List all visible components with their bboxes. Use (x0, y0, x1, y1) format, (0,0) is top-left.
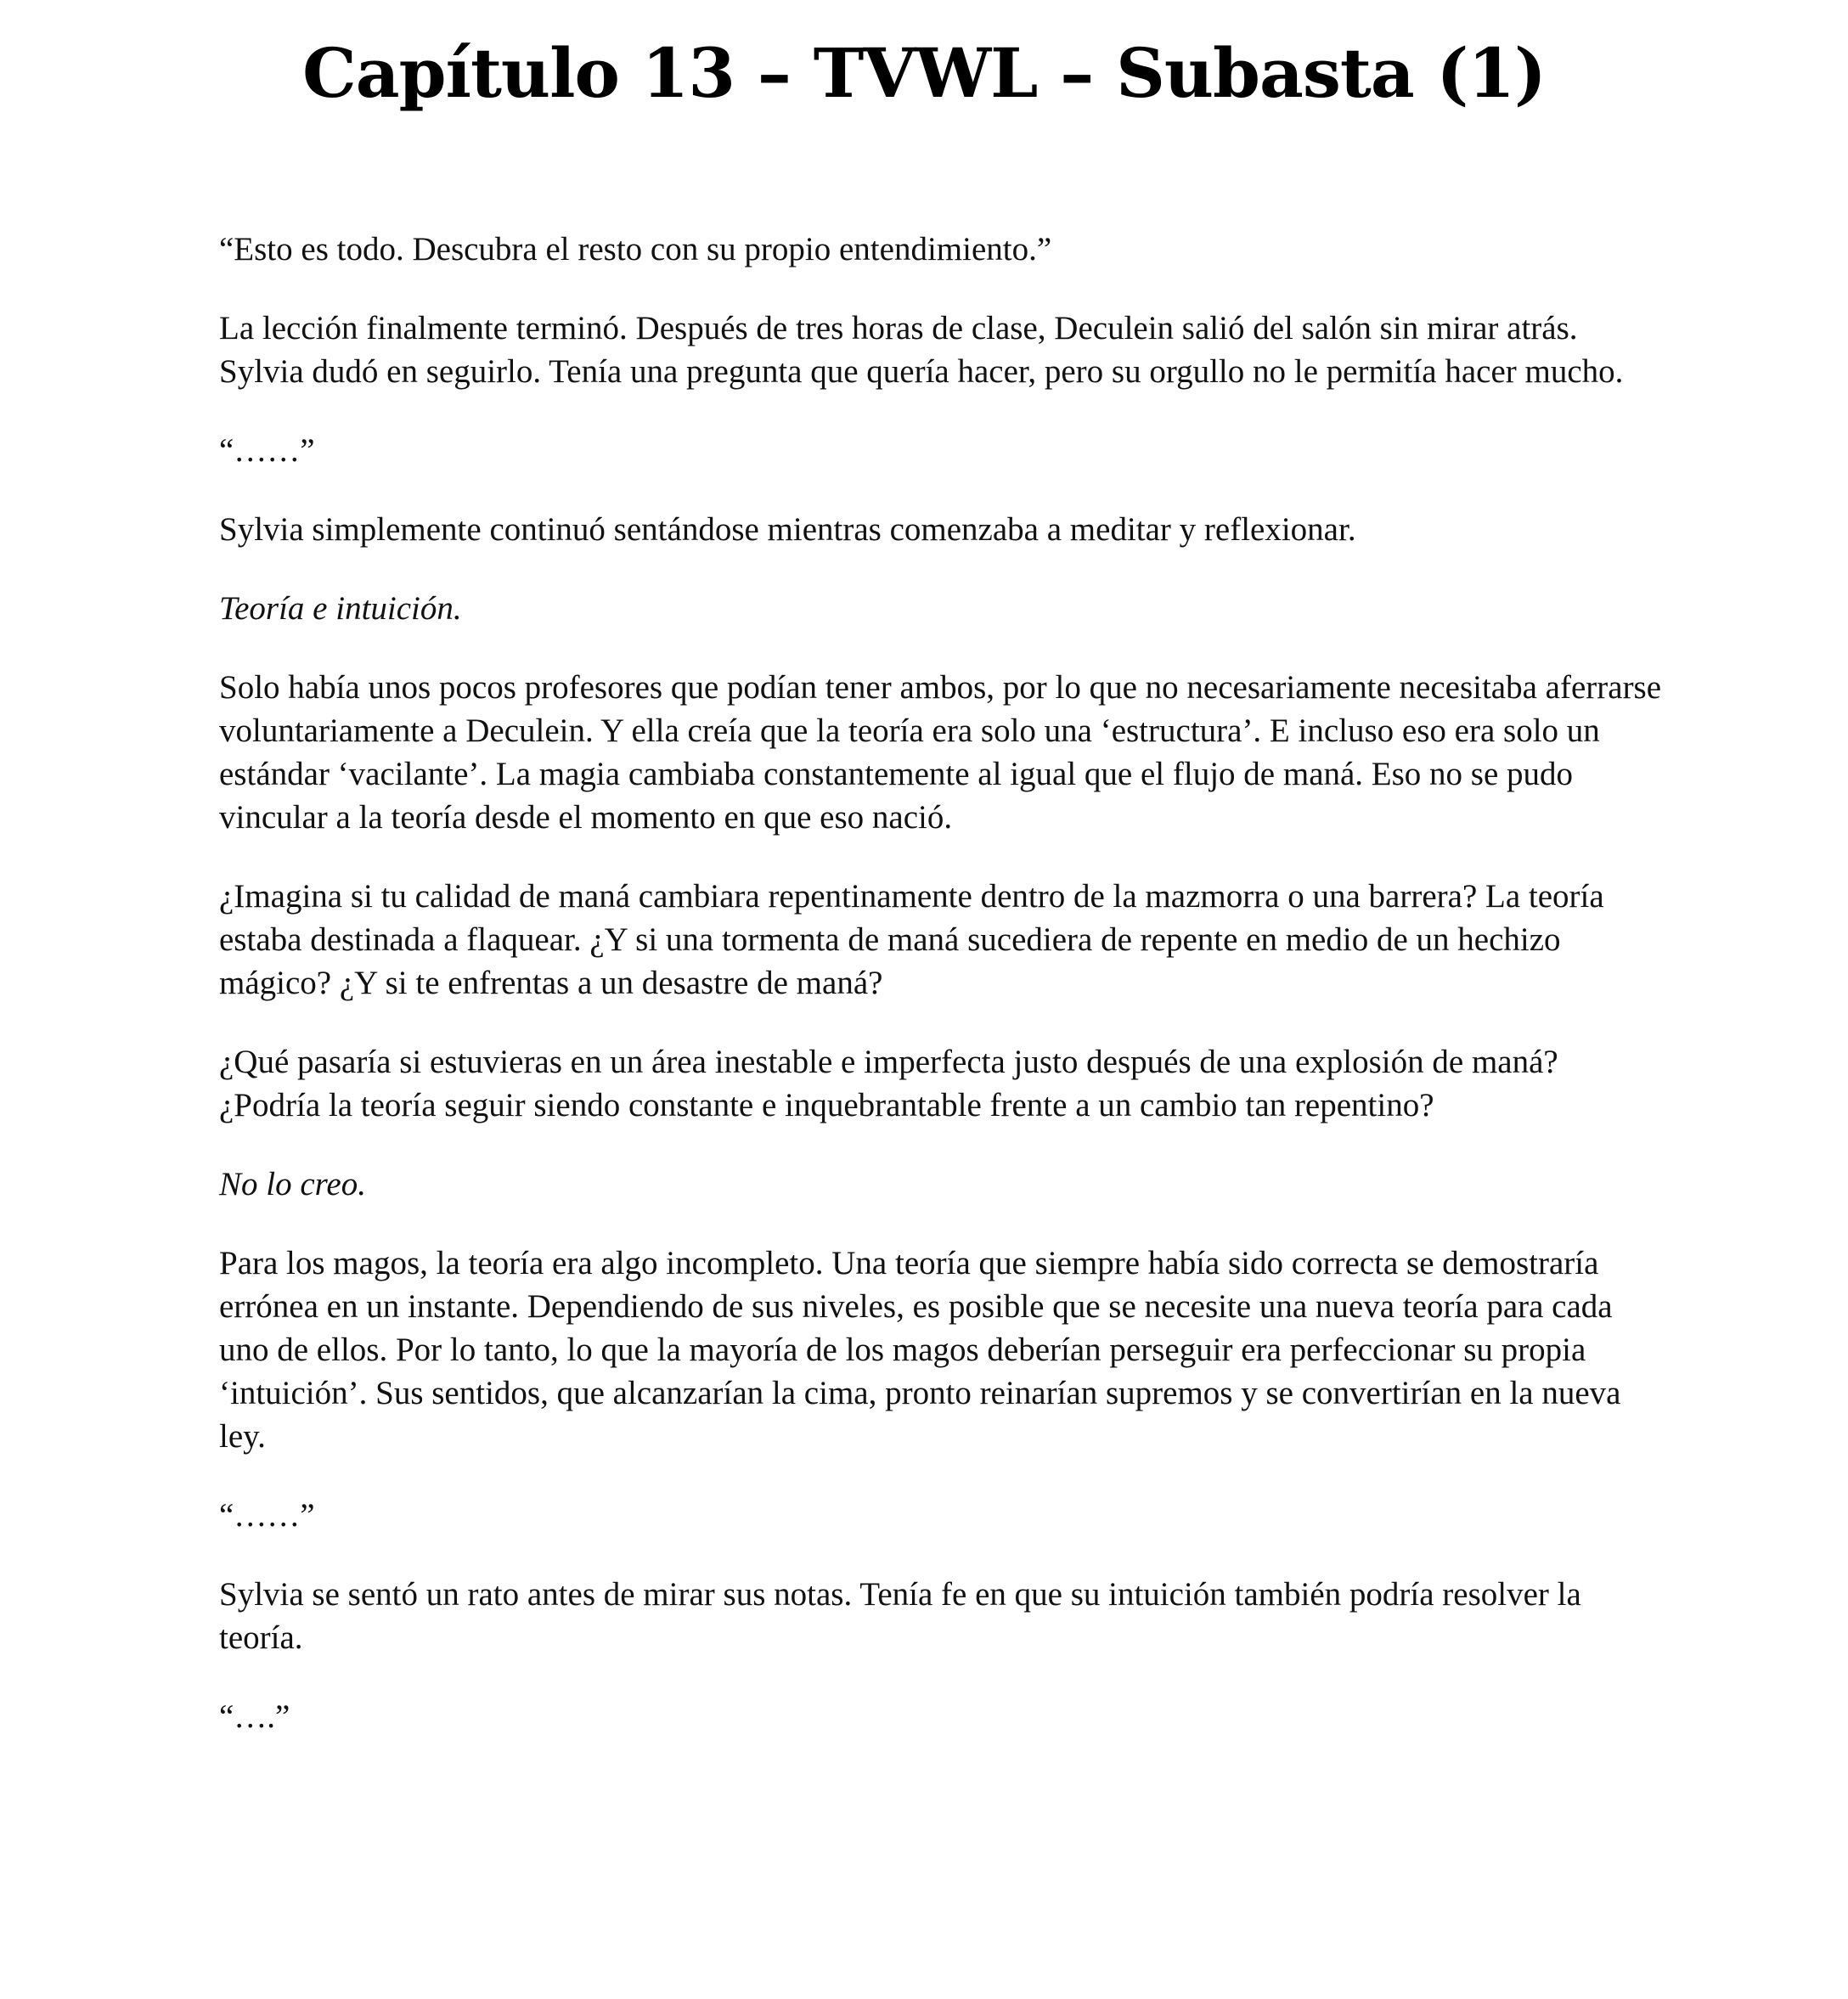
paragraph-11: “……” (219, 1497, 315, 1534)
paragraph-12: Sylvia se sentó un rato antes de mirar sus notas. Tenía fe en que su intuición también podría resolver la teoría. (219, 1576, 1581, 1656)
paragraph-10: Para los magos, la teoría era algo incompleto. Una teoría que siempre había sido correcta se demostraría errónea en un instante. Dependiendo de sus niveles, es posible que se necesite una nueva teoría para cada uno de ellos. Por lo tanto, lo que la mayoría de los magos deberían perseguir era perfeccionar su propia ‘intuición’. Sus sentidos, que alcanzarían la cima, pronto reinarían supremos y se convertirían en la nueva ley. (219, 1245, 1621, 1455)
paragraph-13: “….” (219, 1698, 290, 1735)
paragraph-6: Solo había unos pocos profesores que podían tener ambos, por lo que no necesariamente necesitaba aferrarse voluntariamente a Deculein. Y ella creía que la teoría era solo una ‘estructura’. E incluso eso era solo un estándar ‘vacilante’. La magia cambiaba constantemente al igual que el flujo de maná. Eso no se pudo vincular a la teoría desde el momento en que eso nació. (219, 669, 1662, 836)
paragraph-3: “……” (219, 432, 315, 469)
chapter-body (219, 228, 1663, 1774)
paragraph-1: “Esto es todo. Descubra el resto con su propio entendimiento.” (219, 231, 1052, 267)
paragraph-9-thought: No lo creo. (219, 1166, 366, 1202)
paragraph-5-thought: Teoría e intuición. (219, 590, 462, 627)
paragraph-7: ¿Imagina si tu calidad de maná cambiara repentinamente dentro de la mazmorra o una barrera? La teoría estaba destinada a flaquear. ¿Y si una tormenta de maná sucediera de repente en medio de un hechizo mágico? ¿Y si te enfrentas a un desastre de maná? (219, 878, 1604, 1001)
paragraph-4: Sylvia simplemente continuó sentándose mientras comenzaba a meditar y reflexionar. (219, 511, 1356, 548)
chapter-title: Capítulo 13 – TVWL – Subasta (1) (302, 33, 1546, 113)
paragraph-2: La lección finalmente terminó. Después de tres horas de clase, Deculein salió del salón sin mirar atrás. Sylvia dudó en seguirlo. Tenía una pregunta que quería hacer, pero su orgullo no le permitía hacer mucho. (219, 310, 1624, 390)
paragraph-8: ¿Qué pasaría si estuvieras en un área inestable e imperfecta justo después de una explosión de maná? ¿Podría la teoría seguir siendo constante e inquebrantable frente a un cambio tan repentino? (219, 1044, 1558, 1123)
